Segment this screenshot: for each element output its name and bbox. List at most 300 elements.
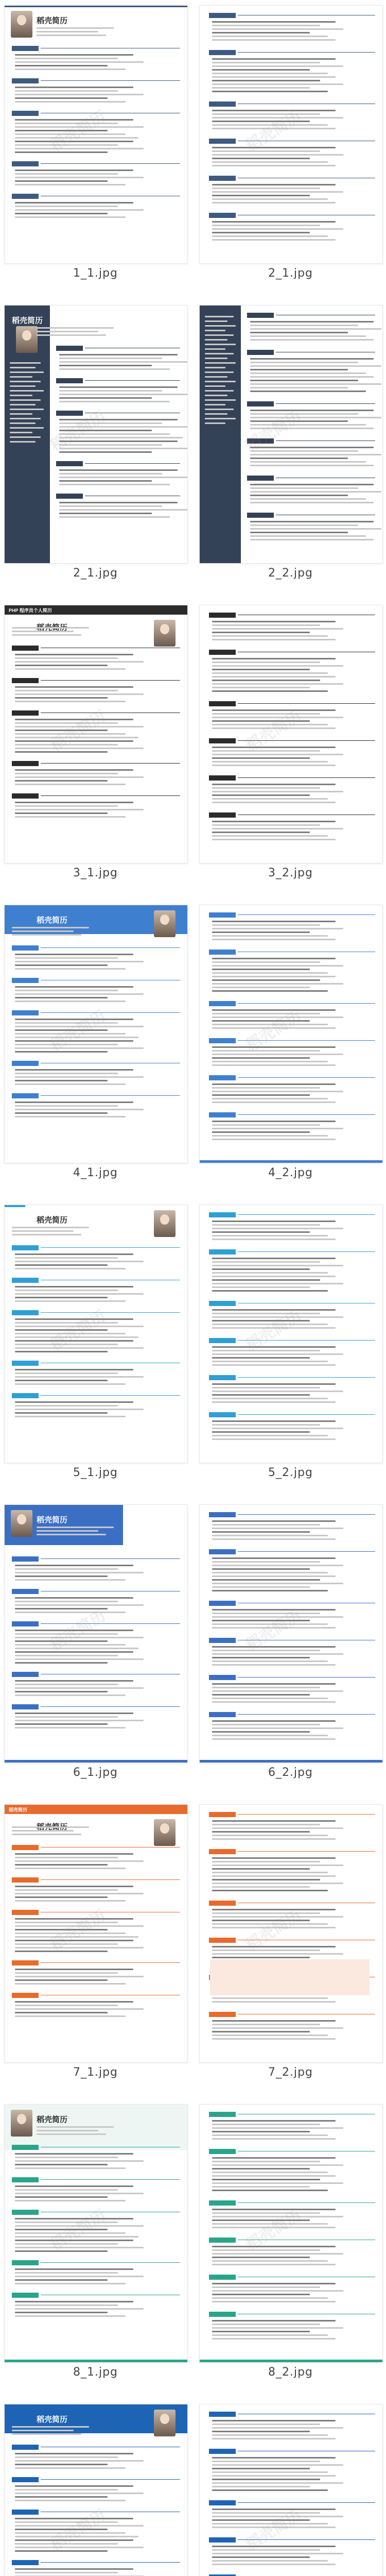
text-line [15, 1972, 118, 1974]
text-line [15, 730, 108, 731]
text-line [15, 1029, 108, 1031]
text-line [212, 720, 310, 722]
text-line [212, 1701, 336, 1703]
resume-page-left[interactable] [4, 2404, 188, 2576]
text-line [212, 1435, 328, 1436]
text-line [15, 2236, 138, 2238]
text-line [15, 1040, 133, 1042]
text-line [212, 191, 343, 193]
text-line [212, 188, 320, 189]
text-line [250, 376, 374, 378]
text-line [15, 776, 144, 778]
caption-left: 2_1.jpg [73, 567, 118, 580]
text-line [212, 761, 328, 762]
text-line [212, 2024, 320, 2025]
section-rule [238, 1077, 375, 1078]
text-line [212, 124, 328, 126]
text-line [15, 1351, 108, 1352]
text-line [15, 2532, 126, 2534]
text-line [205, 422, 225, 424]
text-line [212, 1861, 320, 1862]
text-line [212, 1353, 343, 1355]
text-line [15, 2222, 118, 2223]
text-line [212, 1224, 320, 1226]
text-line [212, 676, 336, 677]
text-line [15, 1662, 108, 1664]
text-line [15, 1612, 126, 1613]
section-heading [209, 1301, 236, 1306]
section-heading [209, 176, 236, 181]
text-line [212, 2212, 320, 2214]
text-line [212, 921, 336, 922]
text-line [212, 161, 328, 163]
resume-page-left[interactable] [4, 5, 188, 264]
text-line [12, 1826, 89, 1828]
text-line [59, 394, 188, 395]
section-heading [12, 161, 39, 166]
text-line [212, 2172, 328, 2173]
resume-page-right[interactable] [199, 5, 383, 264]
text-line [212, 1912, 320, 1914]
text-line [212, 1050, 320, 1052]
section-heading [209, 1512, 236, 1517]
text-line [212, 2338, 336, 2340]
text-line [212, 2223, 328, 2225]
section-rule [41, 763, 180, 764]
text-line [10, 418, 41, 419]
text-line [212, 658, 336, 659]
text-line [212, 195, 310, 196]
text-line [10, 390, 44, 392]
section-heading [12, 1361, 39, 1366]
text-line [15, 123, 118, 124]
section-heading [12, 793, 39, 799]
text-line [37, 1534, 106, 1535]
text-line [15, 2550, 108, 2552]
text-line [15, 1933, 126, 1934]
text-line [212, 979, 320, 981]
text-line [15, 2547, 144, 2548]
text-line [205, 325, 236, 327]
resume-pair [0, 1804, 386, 2104]
text-line [212, 2179, 320, 2180]
text-line [12, 1227, 89, 1228]
section-heading [209, 2412, 236, 2417]
text-line [15, 2543, 118, 2545]
text-line [212, 928, 343, 929]
text-line [15, 151, 108, 153]
text-line [15, 87, 133, 88]
text-line [212, 2182, 343, 2184]
text-line [212, 662, 320, 663]
text-line [15, 202, 133, 204]
section-heading [12, 2177, 39, 2182]
text-line [212, 1660, 328, 1662]
section-heading [247, 313, 274, 318]
text-line [15, 1637, 144, 1638]
text-line [15, 1047, 144, 1049]
text-line [212, 2219, 310, 2221]
text-line [15, 1868, 126, 1869]
text-line [250, 372, 366, 374]
text-line [212, 624, 320, 626]
header-accent [5, 1205, 25, 1207]
text-line [12, 1830, 74, 1832]
text-line [37, 27, 114, 29]
text-line [250, 528, 381, 530]
section-heading [209, 2112, 236, 2117]
text-line [15, 2304, 118, 2306]
text-line [15, 2496, 108, 2498]
text-line [15, 2225, 144, 2227]
resume-page-left[interactable] [4, 605, 188, 863]
resume-pair [0, 1205, 386, 1504]
text-line [15, 119, 133, 121]
text-line [37, 1527, 114, 1528]
text-line [15, 1019, 133, 1020]
caption-left: 5_1.jpg [73, 1466, 118, 1479]
text-line [250, 410, 374, 411]
text-line [15, 1026, 144, 1027]
text-line [212, 2001, 336, 2003]
section-rule [41, 1962, 180, 1963]
text-line [37, 35, 106, 36]
text-line [250, 358, 374, 360]
text-line [212, 147, 336, 148]
text-line [212, 2301, 336, 2302]
text-line [212, 1221, 336, 1222]
text-line [212, 2560, 328, 2562]
section-heading [209, 1549, 236, 1554]
text-line [59, 390, 162, 392]
text-line [15, 1943, 118, 1945]
section-heading [209, 812, 236, 818]
text-line [15, 668, 126, 670]
text-line [212, 1890, 328, 1891]
text-line [212, 239, 336, 241]
text-line [250, 362, 358, 363]
text-line [15, 1983, 126, 1985]
text-line [212, 1420, 336, 1422]
text-line [250, 484, 374, 485]
profile-photo [154, 620, 176, 647]
text-line [212, 225, 320, 226]
text-line [15, 1608, 108, 1609]
text-line [212, 1124, 320, 1126]
text-line [250, 457, 348, 459]
resume-page-right[interactable] [199, 2104, 383, 2363]
resume-page-right[interactable] [199, 605, 383, 863]
text-line [212, 1738, 336, 1740]
section-heading [209, 2200, 236, 2206]
resume-name: 稻壳简历 [12, 316, 43, 325]
text-line [15, 1860, 144, 1862]
text-line [15, 1297, 108, 1298]
text-line [212, 80, 320, 81]
text-line [15, 2539, 133, 2541]
caption-right: 4_2.jpg [268, 1166, 313, 1179]
section-heading [209, 1901, 236, 1906]
text-line [212, 687, 310, 688]
caption-left: 6_1.jpg [73, 1766, 118, 1779]
text-line [212, 2434, 328, 2436]
text-line [205, 399, 236, 401]
text-line [15, 1979, 108, 1981]
section-rule [238, 1514, 375, 1515]
text-line [15, 2536, 138, 2537]
text-line [15, 954, 133, 955]
text-line [212, 835, 328, 837]
text-line [212, 1235, 328, 1236]
text-line [212, 1428, 343, 1429]
text-line [212, 2190, 328, 2191]
section-rule [238, 52, 375, 53]
section-heading [209, 1338, 236, 1343]
text-line [205, 395, 227, 396]
text-line [15, 1691, 108, 1692]
section-rule [238, 1251, 375, 1252]
text-line [212, 69, 310, 71]
resume-page-right[interactable] [199, 1504, 383, 1763]
section-heading [56, 494, 83, 499]
text-line [15, 2525, 144, 2527]
text-line [212, 680, 320, 681]
text-line [212, 621, 336, 622]
text-line [212, 1824, 320, 1825]
section-heading [12, 1093, 39, 1098]
text-line [212, 1383, 336, 1385]
text-line [250, 391, 366, 392]
text-line [59, 448, 188, 449]
text-line [15, 1405, 118, 1406]
resume-name: 稻壳简历 [37, 2415, 68, 2424]
section-rule [41, 1558, 180, 1559]
resume-page-right[interactable] [199, 1205, 383, 1463]
section-heading [12, 1704, 39, 1709]
text-line [212, 158, 310, 159]
text-line [212, 1128, 343, 1129]
text-line [250, 524, 358, 526]
text-line [15, 1575, 108, 1577]
resume-page-left[interactable] [4, 905, 188, 1163]
text-line [212, 36, 328, 37]
text-line [212, 1646, 336, 1648]
text-line [212, 628, 343, 630]
text-line [12, 627, 89, 629]
text-line [212, 1690, 343, 1692]
text-line [212, 28, 343, 30]
text-line [212, 1424, 320, 1426]
text-line [15, 805, 118, 807]
text-line [212, 1927, 336, 1928]
text-line [15, 1922, 118, 1923]
text-line [15, 2193, 144, 2194]
text-line [15, 2015, 126, 2017]
section-heading [12, 710, 39, 716]
text-line [212, 2157, 336, 2159]
text-line [212, 1520, 336, 1522]
text-line [15, 1579, 126, 1581]
resume-page-left[interactable] [4, 2104, 188, 2363]
section-heading [12, 194, 39, 199]
text-line [212, 73, 328, 74]
text-line [15, 665, 108, 666]
text-line [59, 433, 170, 435]
text-line [59, 397, 152, 399]
section-heading [12, 1621, 39, 1626]
resume-page-left[interactable] [4, 1504, 188, 1763]
text-line [15, 1853, 133, 1855]
text-line [212, 939, 336, 940]
caption-left: 4_1.jpg [73, 1166, 118, 1179]
text-line [59, 513, 152, 514]
text-line [212, 1054, 343, 1055]
text-line [212, 2249, 320, 2251]
text-line [212, 2227, 336, 2228]
text-line [212, 2457, 336, 2459]
resume-page-right[interactable] [199, 1804, 383, 2063]
text-line [15, 1253, 133, 1255]
section-heading [209, 950, 236, 955]
text-line [212, 1657, 310, 1658]
text-line [212, 128, 336, 129]
text-line [15, 1604, 144, 1606]
section-rule [238, 1377, 375, 1378]
section-heading [12, 1672, 39, 1677]
text-line [15, 986, 133, 988]
text-line [212, 1946, 336, 1947]
resume-page-right[interactable] [199, 305, 383, 564]
text-line [10, 436, 41, 438]
text-line [15, 1293, 144, 1295]
text-line [15, 751, 108, 753]
text-line [212, 1575, 336, 1577]
text-line [10, 427, 44, 429]
section-rule [238, 1114, 375, 1115]
section-rule [41, 1623, 180, 1624]
text-line [212, 2286, 320, 2288]
resume-pair [0, 905, 386, 1205]
text-line [212, 1401, 336, 1403]
text-line [250, 380, 358, 381]
text-line [212, 828, 343, 829]
text-line [205, 358, 227, 359]
section-heading [247, 438, 274, 444]
text-line [15, 997, 108, 998]
text-line [15, 2279, 108, 2281]
text-line [212, 1838, 336, 1840]
resume-page-right[interactable] [199, 2404, 383, 2576]
profile-photo [16, 326, 38, 353]
text-line [205, 376, 227, 378]
text-line [212, 1087, 320, 1089]
text-line [15, 2467, 126, 2469]
footer-bar [200, 1760, 382, 1762]
text-line [12, 631, 74, 632]
header-rule [5, 6, 187, 7]
text-line [212, 1586, 310, 1588]
text-line [12, 634, 81, 636]
text-line [15, 2456, 118, 2458]
text-line [10, 362, 41, 364]
text-line [205, 316, 234, 317]
profile-photo [154, 910, 176, 937]
footer-bar [200, 1160, 382, 1163]
text-line [10, 371, 44, 373]
text-line [212, 2161, 320, 2162]
text-line [212, 1953, 343, 1955]
resume-name: 稻壳简历 [37, 1216, 68, 1225]
text-line [212, 1394, 310, 1396]
text-line [15, 1264, 108, 1266]
text-line [15, 1076, 144, 1078]
text-line [59, 473, 162, 474]
text-line [212, 2420, 336, 2421]
resume-page-left[interactable] [4, 1804, 188, 2063]
text-line [212, 1724, 320, 1725]
text-line [205, 362, 236, 364]
text-line [15, 1648, 138, 1649]
text-line [15, 2312, 108, 2313]
text-line [15, 719, 133, 720]
section-heading [209, 613, 236, 618]
text-line [212, 1916, 343, 1918]
text-line [15, 722, 118, 724]
text-line [15, 1322, 118, 1324]
text-line [212, 121, 310, 122]
text-line [10, 399, 41, 401]
text-line [250, 321, 374, 323]
text-line [15, 1401, 133, 1403]
section-rule [85, 380, 180, 381]
section-rule [41, 1012, 180, 1013]
resume-page-left[interactable] [4, 1205, 188, 1463]
text-line [15, 1412, 108, 1414]
text-line [250, 335, 366, 337]
text-line [15, 1069, 133, 1071]
text-line [15, 2500, 126, 2501]
caption-right: 7_2.jpg [268, 2066, 313, 2079]
section-rule [41, 1847, 180, 1848]
resume-page-left[interactable] [4, 305, 188, 564]
text-line [15, 693, 144, 695]
text-line [15, 1340, 133, 1342]
text-line [212, 2549, 320, 2551]
text-line [15, 1372, 118, 1374]
section-heading [209, 13, 236, 18]
section-heading [209, 1038, 236, 1043]
text-line [250, 532, 348, 533]
text-line [250, 461, 366, 463]
section-heading [12, 2260, 39, 2265]
section-rule [238, 1851, 375, 1852]
section-heading [12, 646, 39, 651]
section-rule [238, 2502, 375, 2503]
caption-right: 3_2.jpg [268, 867, 313, 879]
text-line [250, 535, 366, 537]
text-line [212, 2209, 336, 2210]
text-line [15, 1109, 144, 1110]
resume-page-right[interactable] [199, 905, 383, 1163]
text-line [212, 1664, 336, 1666]
text-line [212, 1391, 343, 1392]
skills-table [210, 1959, 370, 1995]
text-line [212, 1013, 320, 1014]
caption-right: 2_2.jpg [268, 567, 313, 580]
section-heading [12, 2477, 39, 2482]
text-line [212, 1276, 336, 1277]
text-line [212, 39, 336, 41]
